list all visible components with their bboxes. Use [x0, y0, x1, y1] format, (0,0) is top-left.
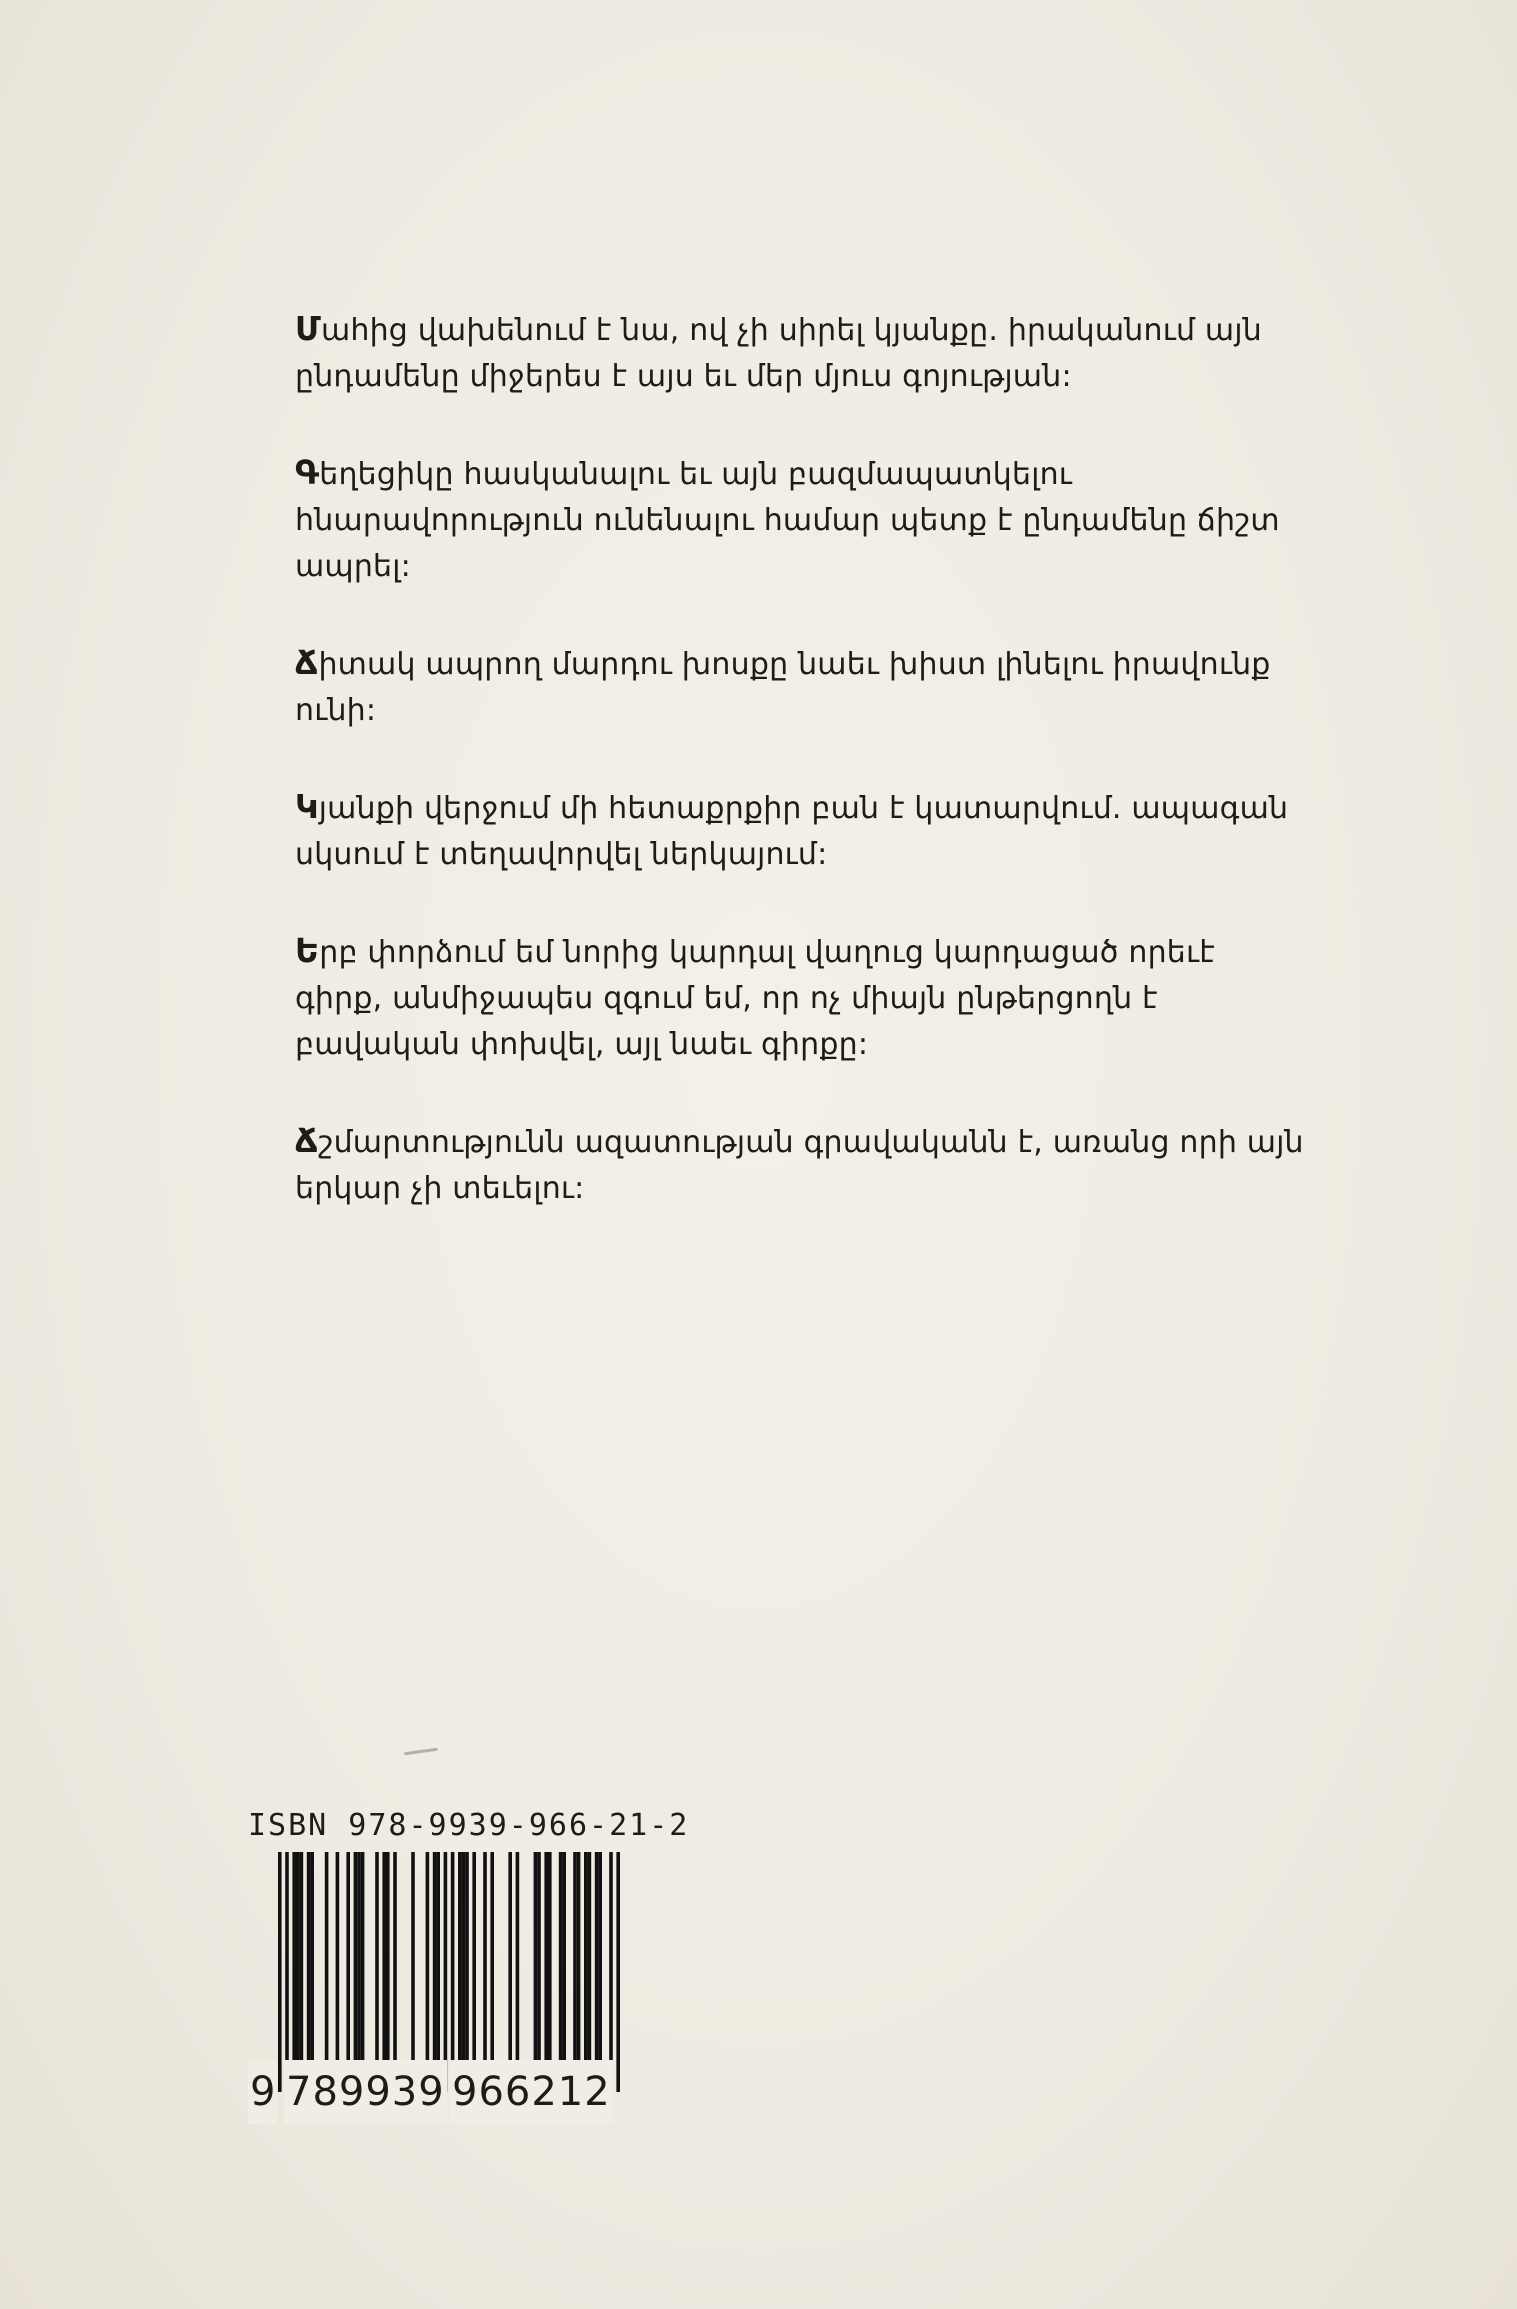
barcode-bar: [577, 1852, 581, 2070]
barcode-bar: [296, 1852, 300, 2070]
barcode-bar: [375, 1852, 379, 2070]
quote-2: [295, 450, 1305, 590]
quote-3: [295, 640, 1305, 734]
quote-5: [295, 928, 1305, 1068]
barcode-bar: [544, 1852, 548, 2070]
barcode-bar: [559, 1852, 563, 2070]
barcode-bars: [248, 1852, 648, 2092]
barcode-digits: [248, 2060, 648, 2124]
barcode-bar: [346, 1852, 350, 2070]
quote-initial: Ճ: [295, 643, 319, 682]
barcode-bar: [285, 1852, 289, 2092]
barcode-bar: [598, 1852, 602, 2070]
quote-text: իտակ ապրող մարդու խոսքը նաեւ խիստ լինելու իրավունք ունի:: [295, 647, 1271, 728]
barcode-bar: [537, 1852, 541, 2070]
barcode-bar: [462, 1852, 466, 2070]
barcode-bar: [472, 1852, 476, 2070]
quote-text: ահից վախենում է նա, ով չի սիրել կյանքը. իրականում այն ընդամենը միջերես է այս եւ մեր մյուս գոյության:: [295, 313, 1262, 394]
quotes-section: [295, 306, 1305, 1262]
barcode-bar: [433, 1852, 437, 2070]
barcode-bar: [382, 1852, 386, 2070]
barcode-bar: [562, 1852, 566, 2070]
quote-initial: Գ: [295, 453, 320, 492]
barcode-bar: [609, 1852, 613, 2092]
barcode-bar: [300, 1852, 304, 2070]
quote-6: [295, 1118, 1305, 1212]
barcode-bar: [465, 1852, 469, 2070]
barcode-bar: [490, 1852, 494, 2070]
barcode-bar: [534, 1852, 538, 2070]
barcode-bar: [354, 1852, 358, 2070]
isbn-label: ISBN 978-9939-966-21-2: [248, 1808, 690, 1843]
barcode-bar: [444, 1852, 448, 2092]
barcode-bar: [483, 1852, 487, 2070]
barcode: [248, 1852, 648, 2124]
barcode-bar: [584, 1852, 588, 2070]
quote-4: [295, 784, 1305, 878]
barcode-bar: [278, 1852, 282, 2092]
quote-initial: Ե: [295, 931, 320, 970]
barcode-bar: [516, 1852, 520, 2070]
barcode-bar: [393, 1852, 397, 2070]
quote-initial: Ճ: [295, 1121, 319, 1160]
barcode-bar: [336, 1852, 340, 2070]
barcode-bar: [451, 1852, 455, 2092]
quote-initial: Մ: [295, 309, 321, 348]
barcode-bar: [310, 1852, 314, 2070]
barcode-bar: [616, 1852, 620, 2092]
barcode-digits-right: 966212: [450, 2060, 613, 2124]
barcode-bar: [357, 1852, 361, 2070]
barcode-bar: [458, 1852, 462, 2070]
barcode-digit-first: 9: [248, 2060, 277, 2124]
barcode-bar: [595, 1852, 599, 2070]
quote-text: եղեցիկը հասկանալու եւ այն բազմապատկելու հնարավորություն ունենալու համար պետք է ընդամենը ճիշտ ապրել:: [295, 457, 1280, 584]
isbn-block: [248, 1808, 690, 2124]
barcode-bar: [386, 1852, 390, 2070]
barcode-bar: [588, 1852, 592, 2070]
barcode-bar: [426, 1852, 430, 2070]
barcode-bar: [548, 1852, 552, 2070]
quote-text: շմարտությունն ազատության գրավականն է, առանց որի այն երկար չի տեւելու:: [295, 1125, 1304, 1206]
barcode-bar: [573, 1852, 577, 2070]
barcode-digits-left: 789939: [284, 2060, 447, 2124]
quote-text: յանքի վերջում մի հետաքրքիր բան է կատարվում. ապագան սկսում է տեղավորվել ներկայում:: [295, 791, 1289, 872]
quote-text: րբ փորձում եմ նորից կարդալ վաղուց կարդացած որեւէ գիրք, անմիջապես զգում եմ, որ ոչ միայն ընթերցողն է բավական փոխվել, այլ նաեւ գիրքը:: [295, 935, 1215, 1062]
barcode-bar: [325, 1852, 329, 2070]
barcode-bar: [307, 1852, 311, 2070]
barcode-bar: [411, 1852, 415, 2070]
barcode-bar: [508, 1852, 512, 2070]
barcode-bar: [436, 1852, 440, 2070]
barcode-bar: [292, 1852, 296, 2070]
quote-1: [295, 306, 1305, 400]
quote-initial: Կ: [295, 787, 319, 826]
barcode-bar: [361, 1852, 365, 2070]
